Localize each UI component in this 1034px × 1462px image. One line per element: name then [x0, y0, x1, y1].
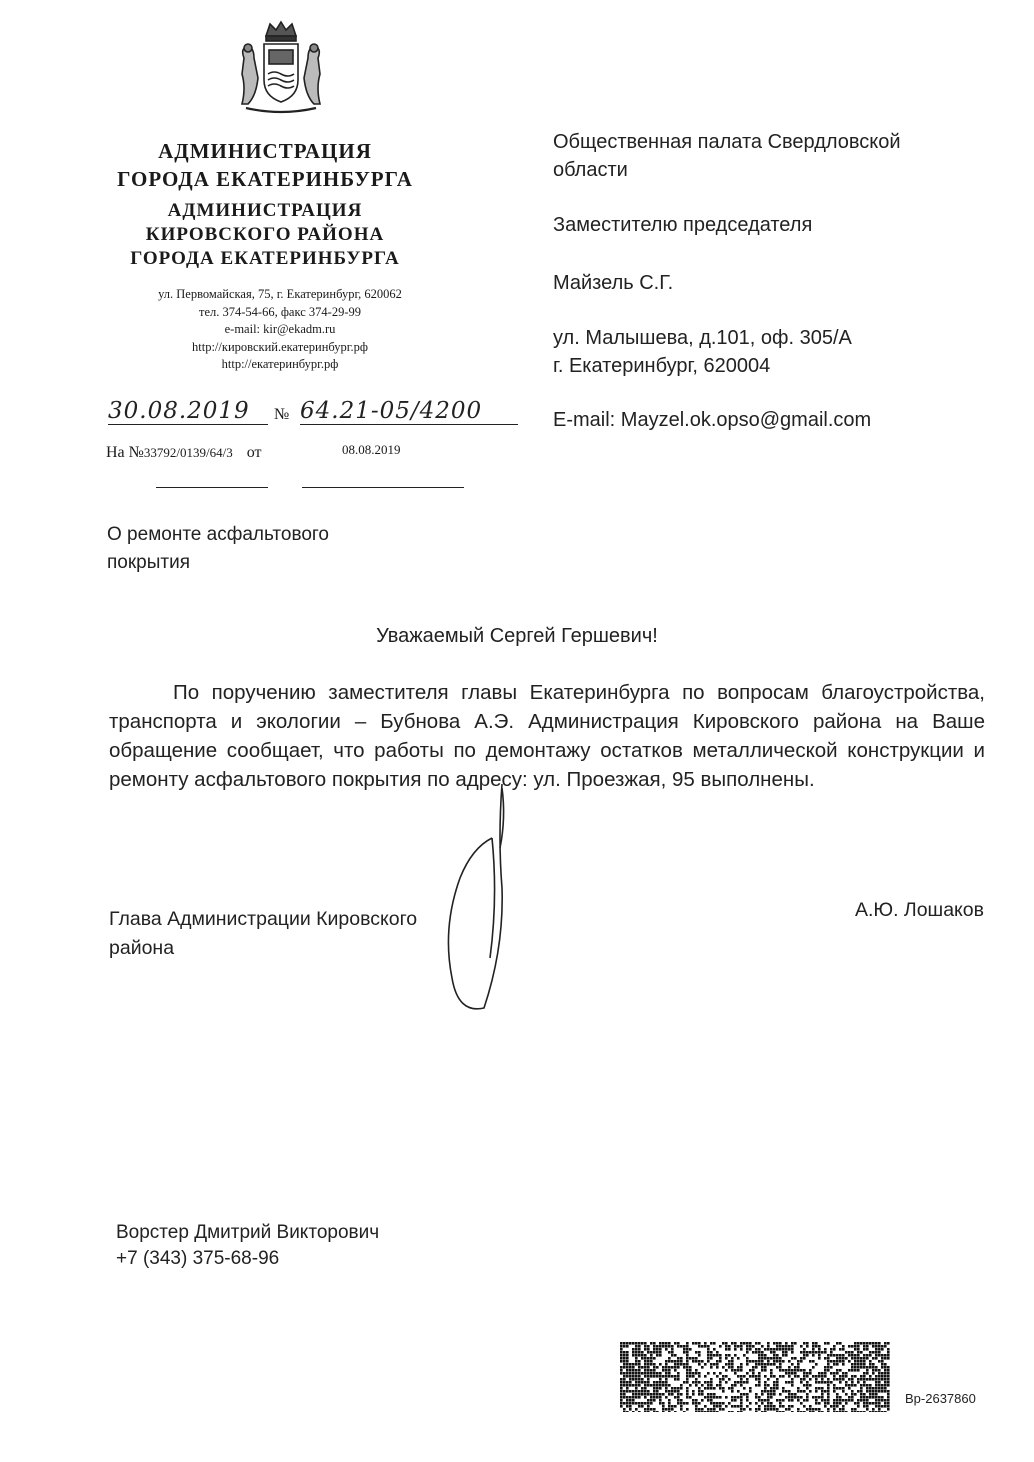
greeting: Уважаемый Сергей Гершевич!: [376, 625, 658, 647]
reply-from: от: [246, 444, 262, 461]
sender-address: ул. Первомайская, 75, г. Екатеринбург, 620062: [158, 287, 402, 301]
dept-name-line1: АДМИНИСТРАЦИЯ: [167, 200, 363, 221]
registration-date: 30.08.2019: [108, 398, 268, 425]
recipient-org: [553, 128, 983, 184]
recipient-org-line2: области: [553, 159, 628, 181]
sender-email: e-mail: kir@ekadm.ru: [224, 322, 336, 336]
reply-number: 33792/0139/64/3: [143, 445, 233, 460]
number-sign: №: [274, 406, 290, 423]
recipient-name: Майзель С.Г.: [553, 272, 674, 294]
barcode-icon: [620, 1342, 890, 1412]
recipient-address: [553, 324, 983, 380]
signatory-title: [109, 905, 417, 963]
dept-name-line3: ГОРОДА ЕКАТЕРИНБУРГА: [130, 248, 400, 269]
registration-number: 64.21-05/4200: [300, 398, 518, 425]
executor: [116, 1220, 379, 1272]
subject-line2: покрытия: [107, 552, 190, 573]
dept-name: [90, 199, 440, 271]
barcode-label: Вр-2637860: [905, 1391, 976, 1406]
reply-ref: [106, 444, 262, 462]
recipient-city: г. Екатеринбург, 620004: [553, 355, 771, 377]
letter-body: По поручению заместителя главы Екатеринбурга по вопросам благоустройства, транспорта и экологии – Бубнова А.Э. Администрация Кировского района на Ваше обращение сообщает, что работы по демонтажу остатков металлической конструкции и ремонту асфальтового покрытия по адресу: ул. Проезжая, 95 выполнены.: [109, 681, 985, 791]
recipient-position: Заместителю председателя: [553, 214, 813, 236]
recipient-street: ул. Малышева, д.101, оф. 305/А: [553, 327, 852, 349]
signatory-name: А.Ю. Лошаков: [854, 899, 984, 921]
sender-site-1: http://кировский.екатеринбург.рф: [192, 339, 368, 354]
signature-icon: [432, 778, 522, 1018]
executor-phone: +7 (343) 375-68-96: [116, 1248, 280, 1269]
blank-line-2: [302, 487, 464, 488]
subject: [107, 521, 329, 577]
executor-name: Ворстер Дмитрий Викторович: [116, 1222, 380, 1243]
signatory-title-line1: Глава Администрации Кировского: [109, 908, 418, 930]
reply-date: 08.08.2019: [342, 442, 401, 457]
org-name-line1: АДМИНИСТРАЦИЯ: [158, 139, 372, 163]
dept-name-line2: КИРОВСКОГО РАЙОНА: [145, 224, 385, 245]
blank-line-1: [156, 487, 268, 488]
subject-line1: О ремонте асфальтового: [107, 524, 329, 545]
signatory-title-line2: района: [109, 937, 175, 959]
sender-phone: тел. 374-54-66, факс 374-29-99: [199, 304, 361, 319]
recipient-org-line1: Общественная палата Свердловской: [553, 131, 901, 153]
org-name-line2: ГОРОДА ЕКАТЕРИНБУРГА: [117, 167, 413, 191]
sender-contacts: [100, 286, 460, 374]
reply-prefix: На №: [106, 444, 144, 461]
org-name: [90, 137, 440, 193]
coat-of-arms-icon: [232, 18, 330, 118]
sender-site-2: http://екатеринбург.рф: [221, 357, 339, 371]
recipient-email: E-mail: Mayzel.ok.opso@gmail.com: [553, 409, 872, 431]
